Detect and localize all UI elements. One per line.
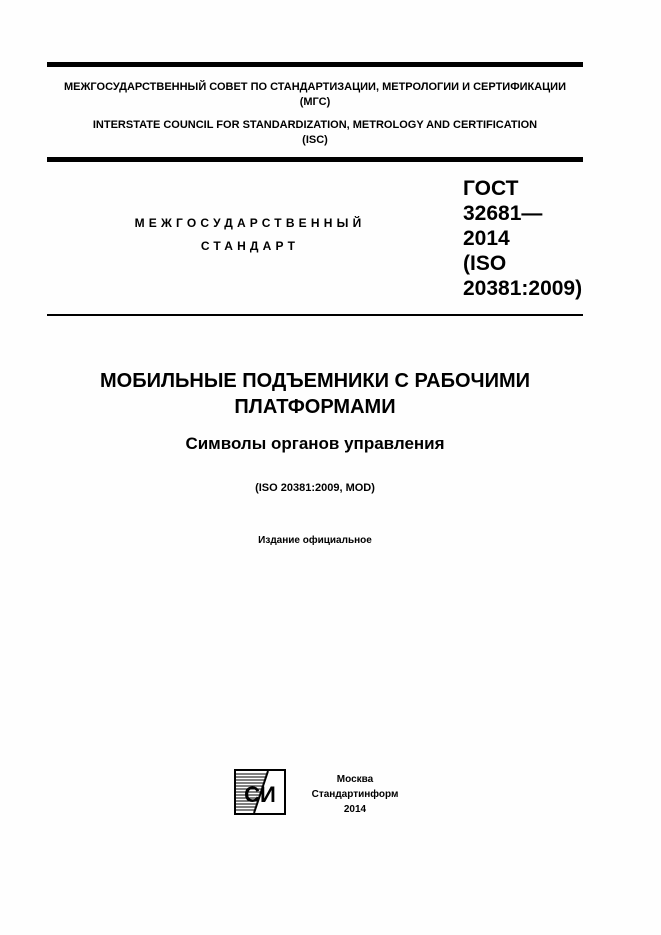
- publisher-imprint: [300, 772, 410, 817]
- document-subtitle: Символы органов управления: [185, 434, 445, 453]
- council-ru-name: МЕЖГОСУДАРСТВЕННЫЙ СОВЕТ ПО СТАНДАРТИЗАЦИИ, МЕТРОЛОГИИ И СЕРТИФИКАЦИИ: [63, 81, 566, 93]
- imprint-year: 2014: [343, 804, 367, 815]
- standard-type-line1: МЕЖГОСУДАРСТВЕННЫЙ: [134, 216, 366, 230]
- gost-designation: [463, 176, 582, 301]
- gost-line: (ISO: [463, 252, 507, 275]
- gost-line: ГОСТ: [463, 177, 519, 200]
- imprint-city: Москва: [336, 774, 374, 785]
- si-logo-icon: [234, 769, 286, 815]
- council-en: [47, 118, 583, 148]
- top-rule: [47, 62, 583, 67]
- title-line2: ПЛАТФОРМАМИ: [234, 396, 396, 418]
- header-bottom-rule: [47, 157, 583, 162]
- council-ru-abbr: (МГС): [299, 96, 331, 108]
- gost-line: 2014: [463, 227, 510, 250]
- gost-line: 32681—: [463, 202, 543, 225]
- council-ru: [47, 80, 583, 110]
- standard-type-line2: СТАНДАРТ: [200, 239, 300, 253]
- publisher-logo: [234, 769, 286, 815]
- edition-label: Издание официальное: [258, 535, 372, 546]
- council-en-name: INTERSTATE COUNCIL FOR STANDARDIZATION, METROLOGY AND CERTIFICATION: [92, 119, 538, 131]
- document-title: [47, 368, 583, 420]
- svg-text:СИ: СИ: [244, 782, 276, 807]
- imprint-publisher: Стандартинформ: [311, 789, 399, 800]
- designation-rule: [47, 314, 583, 316]
- council-en-abbr: (ISC): [302, 134, 328, 146]
- title-line1: МОБИЛЬНЫЕ ПОДЪЕМНИКИ С РАБОЧИМИ: [100, 370, 530, 392]
- gost-line: 20381:2009): [463, 277, 583, 300]
- iso-reference: (ISO 20381:2009, MOD): [255, 482, 375, 494]
